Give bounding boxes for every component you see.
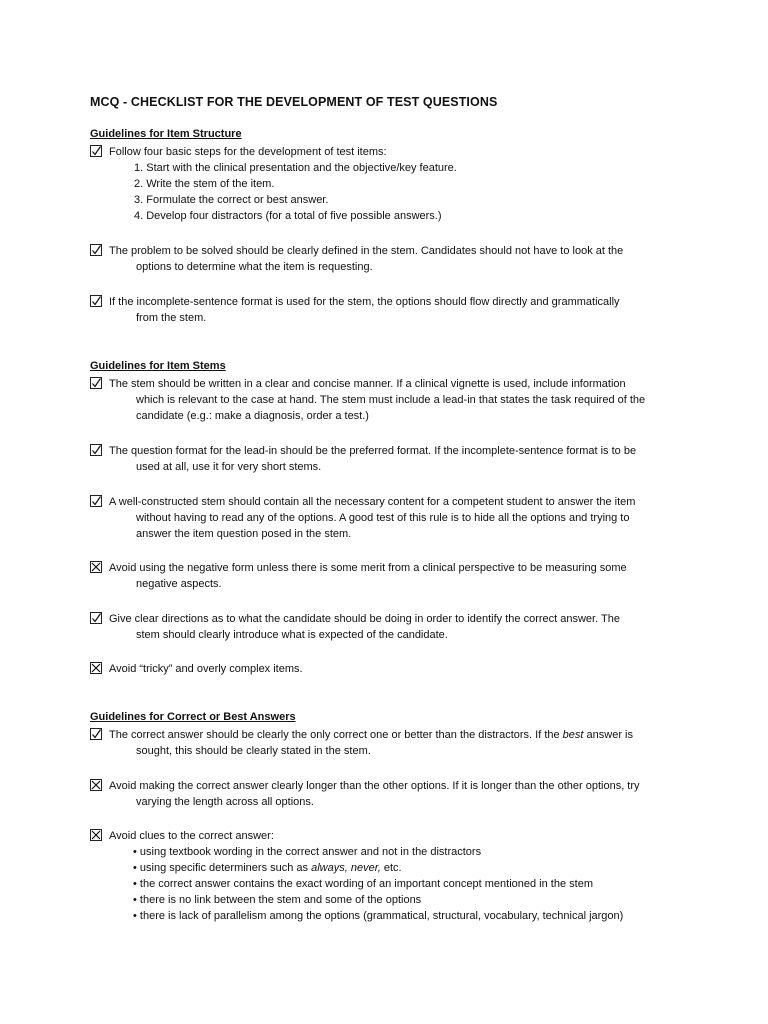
bullet-item: • using textbook wording in the correct answer and not in the distractors xyxy=(133,846,482,858)
item-text-continued: stem should clearly introduce what is expected of the candidate. xyxy=(136,629,448,641)
item-text: Follow four basic steps for the development of test items: xyxy=(109,146,387,158)
checkbox-crossed-icon xyxy=(90,779,102,791)
checklist-item xyxy=(90,144,690,224)
item-text-continued: from the stem. xyxy=(136,312,207,324)
checklist-item xyxy=(90,611,690,643)
item-text-emphasis: best xyxy=(562,729,584,741)
checkbox-checked-icon xyxy=(90,295,102,307)
list-item: 4. Develop four distractors (for a total of five possible answers.) xyxy=(134,210,442,222)
page-title: MCQ - CHECKLIST FOR THE DEVELOPMENT OF TEST QUESTIONS xyxy=(90,95,498,109)
item-text-continued: which is relevant to the case at hand. The stem must include a lead-in that states the task required of the xyxy=(136,394,646,406)
bullet-item: • the correct answer contains the exact wording of an important concept mentioned in the stem xyxy=(133,878,593,890)
item-text-continued: options to determine what the item is requesting. xyxy=(136,261,373,273)
item-text: Avoid “tricky” and overly complex items. xyxy=(109,663,303,675)
checkbox-crossed-icon xyxy=(90,662,102,674)
checkbox-crossed-icon xyxy=(90,829,102,841)
list-item: 2. Write the stem of the item. xyxy=(134,178,275,190)
item-text-continued: negative aspects. xyxy=(136,578,222,590)
bullet-item: • there is lack of parallelism among the options (grammatical, structural, vocabulary, technical jargon) xyxy=(133,910,624,922)
item-text: Avoid clues to the correct answer: xyxy=(109,830,274,842)
item-text: Avoid making the correct answer clearly longer than the other options. If it is longer than the other options, try xyxy=(109,780,640,792)
list-item: 1. Start with the clinical presentation and the objective/key feature. xyxy=(134,162,457,174)
item-text-continued: candidate (e.g.: make a diagnosis, order a test.) xyxy=(136,410,369,422)
item-text-continued: answer the item question posed in the stem. xyxy=(136,528,352,540)
checklist-item xyxy=(90,828,690,924)
checklist-item xyxy=(90,294,690,326)
steps-list xyxy=(90,160,690,224)
checkbox-checked-icon xyxy=(90,377,102,389)
item-text: If the incomplete-sentence format is used for the stem, the options should flow directly and grammatically xyxy=(109,296,620,308)
checklist-item xyxy=(90,494,690,542)
checklist-item xyxy=(90,778,690,810)
item-text: A well-constructed stem should contain all the necessary content for a competent student to answer the item xyxy=(109,496,636,508)
checklist-item xyxy=(90,727,690,759)
checkbox-checked-icon xyxy=(90,612,102,624)
item-text-continued: varying the length across all options. xyxy=(136,796,314,808)
section-heading-item-structure: Guidelines for Item Structure xyxy=(90,128,242,140)
bullet-item: • using specific determiners such as always, never, etc. xyxy=(133,862,402,874)
item-text: The correct answer should be clearly the only correct one or better than the distractors. If the xyxy=(109,729,563,741)
section-heading-correct-answers: Guidelines for Correct or Best Answers xyxy=(90,711,296,723)
checklist-item xyxy=(90,443,690,475)
item-text-continued: without having to read any of the options. A good test of this rule is to hide all the options and trying to xyxy=(136,512,630,524)
checkbox-checked-icon xyxy=(90,244,102,256)
checkbox-crossed-icon xyxy=(90,561,102,573)
bullet-item-emphasis: always, never, xyxy=(311,862,381,874)
list-item: 3. Formulate the correct or best answer. xyxy=(134,194,329,206)
item-text-continued: sought, this should be clearly stated in the stem. xyxy=(136,745,371,757)
bullet-list xyxy=(90,844,690,924)
item-text: Give clear directions as to what the candidate should be doing in order to identify the correct answer. The xyxy=(109,613,620,625)
section-heading-item-stems: Guidelines for Item Stems xyxy=(90,360,226,372)
checklist-item xyxy=(90,661,690,677)
item-text-continued: used at all, use it for very short stems. xyxy=(136,461,322,473)
item-text: Avoid using the negative form unless there is some merit from a clinical perspective to be measuring some xyxy=(109,562,627,574)
checkbox-checked-icon xyxy=(90,728,102,740)
checklist-item xyxy=(90,243,690,275)
checklist-item xyxy=(90,376,690,424)
checklist-item xyxy=(90,560,690,592)
item-text: The problem to be solved should be clearly defined in the stem. Candidates should not have to look at the xyxy=(109,245,624,257)
checkbox-checked-icon xyxy=(90,145,102,157)
item-text: The question format for the lead-in should be the preferred format. If the incomplete-sentence format is to be xyxy=(109,445,637,457)
checkbox-checked-icon xyxy=(90,495,102,507)
checkbox-checked-icon xyxy=(90,444,102,456)
item-text: answer is xyxy=(583,729,633,741)
bullet-item: • there is no link between the stem and some of the options xyxy=(133,894,422,906)
item-text: The stem should be written in a clear and concise manner. If a clinical vignette is used, include information xyxy=(109,378,626,390)
